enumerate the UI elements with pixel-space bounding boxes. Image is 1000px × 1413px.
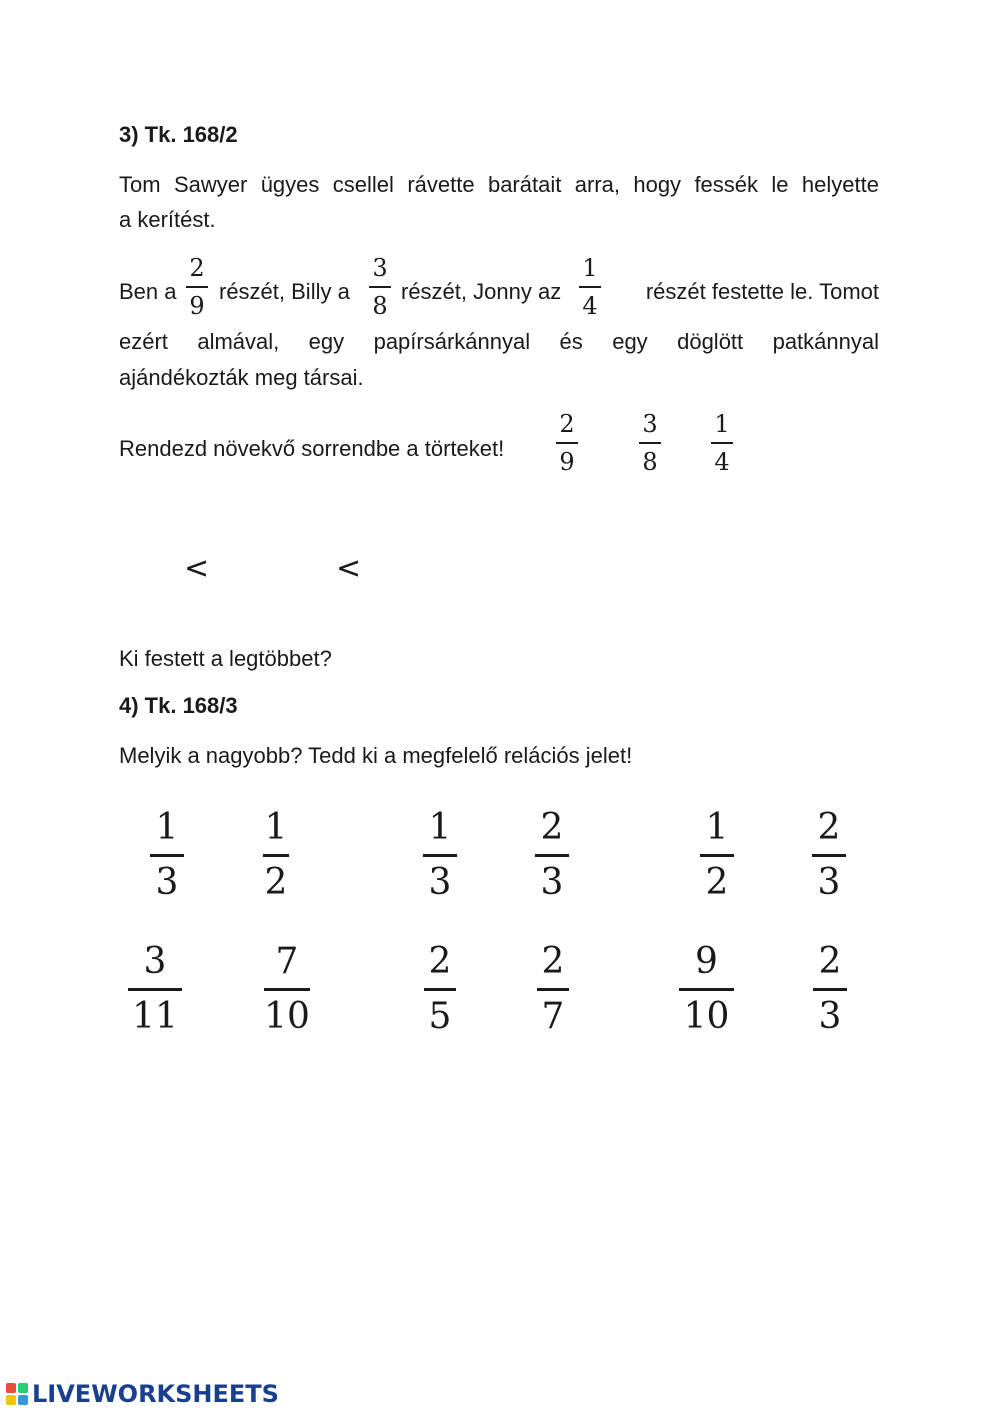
fraction-numerator: 2 [818, 941, 842, 982]
compare-fraction [535, 807, 569, 903]
fraction-denominator: 9 [189, 292, 205, 320]
less-than-sign-2: < [336, 551, 362, 586]
fraction-numerator: 3 [642, 410, 658, 438]
logo-square-red [6, 1383, 16, 1393]
order-prompt: Rendezd növekvő sorrendbe a törteket! [119, 436, 505, 461]
intro-line-2: a kerítést. [119, 207, 216, 232]
fraction-bar [128, 988, 182, 991]
logo-square-green [18, 1383, 28, 1393]
fraction-bar [535, 854, 569, 857]
fraction-denominator: 2 [705, 861, 729, 903]
logo-square-yellow [6, 1395, 16, 1405]
fraction-denominator: 8 [372, 292, 388, 320]
fraction-numerator: 2 [428, 941, 452, 982]
fraction-denominator: 10 [683, 995, 730, 1037]
fraction-bar [264, 988, 310, 991]
order-fraction-3 [711, 412, 733, 474]
fraction-bar [813, 988, 847, 991]
fraction-numerator: 2 [817, 807, 841, 848]
fraction-denominator: 11 [132, 995, 178, 1037]
compare-fraction [700, 807, 734, 903]
text-tail: részét festette le. Tomot [645, 279, 879, 304]
logo-square-blue [18, 1395, 28, 1405]
section-3-heading: 3) Tk. 168/2 [119, 122, 238, 147]
fraction-numerator: 1 [264, 807, 288, 848]
fraction-denominator: 3 [817, 861, 841, 903]
liveworksheets-brand-text: LIVEWORKSHEETS [32, 1380, 279, 1408]
fraction-denominator: 4 [714, 448, 730, 476]
intro-line-1: Tom Sawyer ügyes csellel rávette barátait arra, hogy fessék le helyette [119, 172, 879, 197]
story-line-3: ajándékozták meg társai. [119, 365, 364, 390]
order-fraction-1 [556, 412, 578, 474]
story-line-2: ezért almával, egy papírsárkánnyal és egy döglött patkánnyal [119, 329, 879, 354]
fraction-bar [812, 854, 846, 857]
compare-fraction [813, 941, 847, 1037]
compare-fraction [812, 807, 846, 903]
order-fraction-2 [639, 412, 661, 474]
fraction-bar [639, 442, 661, 444]
compare-fraction [263, 807, 289, 903]
fraction-bar [423, 854, 457, 857]
compare-fraction [423, 807, 457, 903]
fraction-bar [263, 854, 289, 857]
compare-fraction [424, 941, 456, 1037]
fraction-ben [186, 256, 208, 318]
text-ben: Ben a [119, 279, 177, 304]
fraction-numerator: 1 [428, 807, 452, 848]
fraction-denominator: 5 [428, 995, 452, 1037]
fraction-denominator: 10 [264, 995, 310, 1037]
section-4-heading: 4) Tk. 168/3 [119, 693, 238, 718]
fraction-denominator: 3 [428, 861, 452, 903]
comparison-prompt: Melyik a nagyobb? Tedd ki a megfelelő relációs jelet! [119, 743, 633, 768]
text-jonny: részét, Jonny az [401, 279, 562, 304]
liveworksheets-logo-icon [6, 1383, 28, 1405]
compare-fraction [150, 807, 184, 903]
fraction-numerator: 2 [559, 410, 575, 438]
fraction-numerator: 2 [541, 941, 565, 982]
fraction-denominator: 9 [559, 448, 575, 476]
fraction-denominator: 3 [540, 861, 564, 903]
fraction-numerator: 3 [372, 254, 388, 282]
fraction-numerator: 3 [143, 941, 167, 982]
fraction-denominator: 7 [541, 995, 565, 1037]
fraction-bar [537, 988, 569, 991]
less-than-sign-1: < [184, 551, 210, 586]
fraction-bar [186, 286, 208, 288]
fraction-bar [369, 286, 391, 288]
compare-fraction [537, 941, 569, 1037]
fraction-billy [369, 256, 391, 318]
liveworksheets-logo[interactable] [6, 1380, 279, 1408]
fraction-numerator: 2 [189, 254, 205, 282]
fraction-numerator: 9 [695, 941, 718, 982]
text-billy: részét, Billy a [219, 279, 350, 304]
fraction-denominator: 2 [264, 861, 288, 903]
fraction-numerator: 1 [714, 410, 730, 438]
fraction-bar [679, 988, 734, 991]
fraction-bar [700, 854, 734, 857]
fraction-numerator: 7 [275, 941, 299, 982]
fraction-bar [579, 286, 601, 288]
fraction-denominator: 8 [642, 448, 658, 476]
question-most-painted: Ki festett a legtöbbet? [119, 646, 332, 671]
fraction-numerator: 2 [540, 807, 564, 848]
fraction-bar [424, 988, 456, 991]
fraction-denominator: 3 [818, 995, 842, 1037]
fraction-numerator: 1 [582, 254, 598, 282]
fraction-bar [150, 854, 184, 857]
fraction-bar [556, 442, 578, 444]
fraction-numerator: 1 [705, 807, 729, 848]
fraction-denominator: 4 [582, 292, 598, 320]
fraction-denominator: 3 [155, 861, 179, 903]
fraction-jonny [579, 256, 601, 318]
compare-fraction [679, 941, 734, 1037]
compare-fraction [264, 941, 310, 1037]
fraction-bar [711, 442, 733, 444]
compare-fraction [128, 941, 182, 1037]
fraction-numerator: 1 [155, 807, 179, 848]
